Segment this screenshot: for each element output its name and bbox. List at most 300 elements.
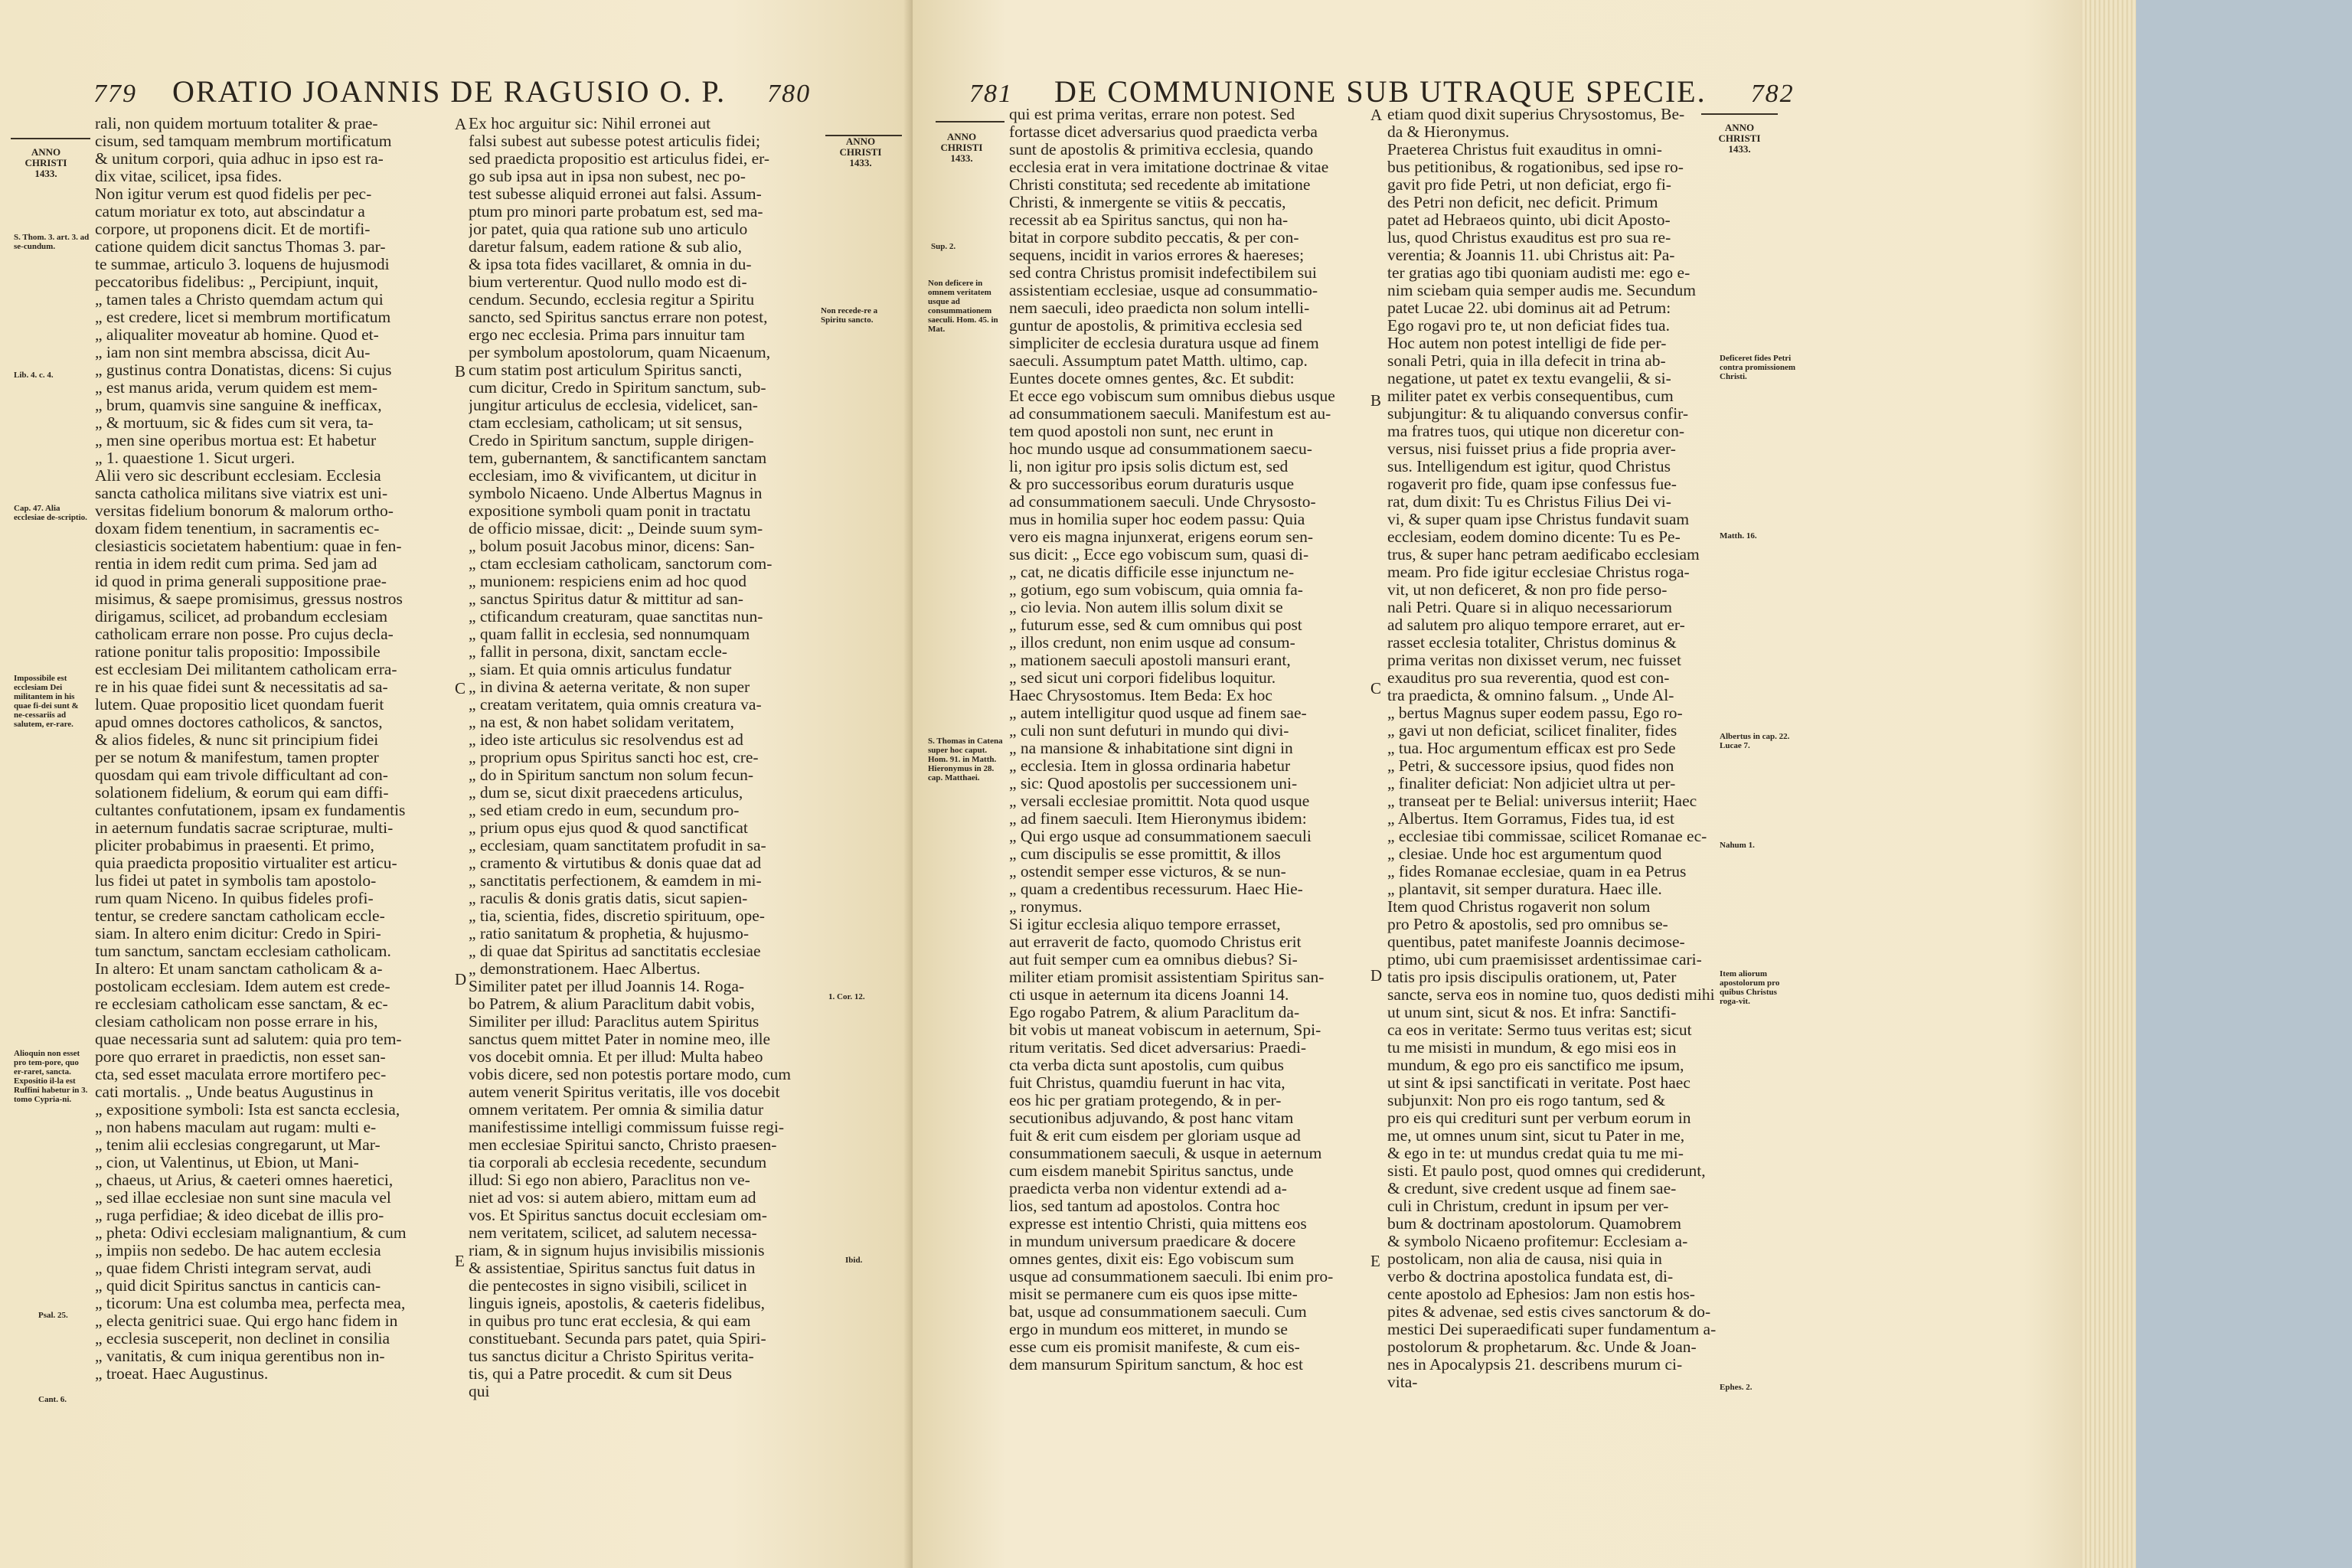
text-line: pites & advenae, sed estis cives sanctorum & do- — [1387, 1303, 1711, 1321]
text-line: catholicam errare non posse. Pro cujus decla- — [95, 626, 394, 643]
text-line: „ tenim alii ecclesias congregarunt, ut Mar- — [95, 1136, 381, 1154]
text-line: cum dicitur, Credo in Spiritum sanctum, sub- — [469, 379, 766, 397]
margin-note: Deficeret fides Petri contra promissionem Christi. — [1720, 354, 1796, 381]
text-line: tia corporali ab ecclesia recedente, secundum — [469, 1154, 767, 1171]
text-line: niet ad vos: si autem abiero, mittam eum ad — [469, 1189, 756, 1207]
text-line: Hoc autem non potest intelligi de fide per- — [1387, 335, 1667, 352]
text-line: „ Albertus. Item Gorramus, Fides tua, id est — [1387, 810, 1674, 828]
text-line: „ culi non sunt defuturi in mundo qui divi- — [1009, 722, 1289, 740]
text-line: nem veritatem, scilicet, ad salutem necessa- — [469, 1224, 757, 1242]
text-line: „ ctificandum creaturam, quae sanctitas nun- — [469, 608, 763, 626]
text-line: „ creatam veritatem, quia omnis creatura va- — [469, 696, 762, 714]
text-line: Ex hoc arguitur sic: Nihil erronei aut — [469, 115, 711, 132]
page-number-780: 780 — [767, 80, 812, 108]
anno-christi-left: ANNO CHRISTI 1433. — [24, 146, 67, 179]
text-line: quosdam qui eam trivole difficultant ad con- — [95, 766, 388, 784]
text-line: ctam ecclesiam, catholicam; ut sit sensus, — [469, 414, 743, 432]
text-line: nim sciebam quia semper audis me. Secundum — [1387, 282, 1697, 299]
text-line: ad consummationem saeculi. Unde Chrysosto- — [1009, 493, 1316, 511]
text-line: „ non habens maculam aut rugam: multi e- — [95, 1119, 377, 1136]
text-line: ad salutem pro aliquo tempore erraret, aut er- — [1387, 616, 1685, 634]
text-line: culi in Christum, credunt in ipsum per ver- — [1387, 1197, 1669, 1215]
left-column-1 — [95, 115, 453, 1383]
text-line: negatione, ut patet ex textu evangelii, & si- — [1387, 370, 1671, 387]
text-line: lios, sed tantum ad apostolos. Contra hoc — [1009, 1197, 1280, 1215]
left-column-2 — [469, 115, 818, 1400]
left-page-header — [93, 74, 811, 109]
text-line: „ munionem: respiciens enim ad hoc quod — [469, 573, 747, 590]
text-line: „ bertus Magnus super eodem passu, Ego ro- — [1387, 704, 1683, 722]
text-line: Haec Chrysostomus. Item Beda: Ex hoc — [1009, 687, 1272, 704]
text-line: vero eis magna injunxerat, erigens eorum sen- — [1009, 528, 1314, 546]
text-line: secutionibus adjuvando, & post hanc vitam — [1009, 1109, 1294, 1127]
text-line: rogaverit pro fide, quam ipse confessus fue- — [1387, 475, 1677, 493]
text-line: Item quod Christus rogaverit non solum — [1387, 898, 1651, 916]
text-line: „ raculis & donis gratis datis, sicut sapien- — [469, 890, 748, 907]
text-line: „ versali ecclesiae promittit. Nota quod usque — [1009, 792, 1310, 810]
text-line: omnem veritatem. Per omnia & similia datur — [469, 1101, 764, 1119]
page-number-781: 781 — [969, 80, 1013, 108]
text-line: sancto, sed Spiritus sanctus errare non potest, — [469, 309, 768, 326]
text-line: aut erraverit de facto, quomodo Christus erit — [1009, 933, 1302, 951]
text-line: „ ad finem saeculi. Item Hieronymus ibidem: — [1009, 810, 1307, 828]
text-line: omnes gentes, dixit eis: Ego vobiscum sum — [1009, 1250, 1295, 1268]
text-line: bitat in corpore subdito peccatis, & per con- — [1009, 229, 1299, 247]
text-line: trus, & super hanc petram aedificabo ecclesiam — [1387, 546, 1700, 564]
text-line: „ gotium, ego sum vobiscum, quia omnia fa- — [1009, 581, 1303, 599]
text-line: linguis igneis, apostolis, & caeteris fidelibus, — [469, 1295, 765, 1312]
text-line: „ ruga perfidiae; & ideo dicebat de illis pro- — [95, 1207, 384, 1224]
text-line: „ expositione symboli: Ista est sancta ecclesia, — [95, 1101, 400, 1119]
text-line: „ sanctus Spiritus datur & mittitur ad san- — [469, 590, 743, 608]
margin-note: Psal. 25. — [38, 1311, 68, 1320]
text-line: & alios fideles, & nunc sit principium fidei — [95, 731, 379, 749]
text-line: tum sanctum, sanctam ecclesiam catholicam. — [95, 942, 391, 960]
text-line: tis, qui a Patre procedit. & cum sit Deus — [469, 1365, 732, 1383]
right-column-2 — [1387, 106, 1717, 1391]
text-line: mus in homilia super hoc eodem passu: Quia — [1009, 511, 1305, 528]
text-line: catum moriatur ex toto, aut abscindatur a — [95, 203, 365, 220]
text-line: etiam quod dixit superius Chrysostomus, Be- — [1387, 106, 1685, 123]
text-line: „ & mortuum, sic & fides cum sit vera, ta- — [95, 414, 374, 432]
text-line: Praeterea Christus fuit exauditus in omni- — [1387, 141, 1662, 158]
text-line: „ quid dicit Spiritus sanctus in canticis can- — [95, 1277, 381, 1295]
text-line: „ men sine operibus mortua est: Et habetur — [95, 432, 377, 449]
text-line: Si igitur ecclesia aliquo tempore errasset, — [1009, 916, 1281, 933]
text-line: Euntes docete omnes gentes, &c. Et subdit: — [1009, 370, 1295, 387]
text-line: catione quidem dicit sanctus Thomas 3. par- — [95, 238, 386, 256]
text-line: patet Lucae 22. ubi dominus ait ad Petrum: — [1387, 299, 1671, 317]
text-line: quae necessaria sunt ad salutem: quia pro tem- — [95, 1031, 402, 1048]
text-line: versus, nisi fuisset prius a fide propria aver- — [1387, 440, 1676, 458]
text-line: „ gustinus contra Donatistas, dicens: Si cujus — [95, 361, 392, 379]
text-line: Non igitur verum est quod fidelis per pec- — [95, 185, 372, 203]
text-line: cti usque in aeternum ita dicens Joanni 14. — [1009, 986, 1289, 1004]
text-line: Alii vero sic describunt ecclesiam. Ecclesia — [95, 467, 381, 485]
text-line: In altero: Et unam sanctam catholicam & a- — [95, 960, 383, 978]
margin-note: S. Thomas in Catena super hoc caput. Hom. 91. in Matth. Hieronymus in 28. cap. Matthaei. — [928, 737, 1003, 782]
text-line: „ aliqualiter moveatur ab homine. Quod et- — [95, 326, 379, 344]
text-line: „ sed sicut uni corpori fidelibus loquitur. — [1009, 669, 1276, 687]
text-line: cati mortalis. „ Unde beatus Augustinus in — [95, 1083, 374, 1101]
text-line: „ finaliter deficiat: Non adjiciet ultra ut per- — [1387, 775, 1676, 792]
text-line: quia praedicta propositio virtualiter est articu- — [95, 854, 397, 872]
section-letter: C — [1370, 679, 1382, 697]
text-line: sed contra Christus promisit indefectibilem sui — [1009, 264, 1317, 282]
text-line: tem, gubernantem, & sanctificantem sanctam — [469, 449, 767, 467]
text-line: prima veritas non dixisset verum, nec fuisset — [1387, 652, 1681, 669]
text-line: eos hic per gratiam protegendo, & in per- — [1009, 1092, 1282, 1109]
text-line: „ cat, ne dicatis difficile esse injunctum ne- — [1009, 564, 1295, 581]
text-line: nes in Apocalypsis 21. describens murum ci- — [1387, 1356, 1683, 1374]
text-line: „ proprium opus Spiritus sancti hoc est, cre- — [469, 749, 759, 766]
text-line: bat, usque ad consummationem saeculi. Cum — [1009, 1303, 1307, 1321]
text-line: jungitur articulus de ecclesia, videlicet, san- — [469, 397, 758, 414]
header-rule-left — [11, 138, 90, 139]
text-line: ecclesiam, imo & vivificantem, ut dicitur in — [469, 467, 757, 485]
text-line: ut sint & ipsi sanctificati in veritate. Post haec — [1387, 1074, 1690, 1092]
margin-note: Matth. 16. — [1720, 531, 1757, 541]
text-line: tentur, se credere sanctam catholicam eccle- — [95, 907, 385, 925]
text-line: „ troeat. Haec Augustinus. — [95, 1365, 269, 1383]
text-line: dirigamus, scilicet, ad probandum ecclesiam — [95, 608, 388, 626]
section-letter: B — [455, 362, 466, 381]
text-line: riam, & in signum hujus invisibilis missionis — [469, 1242, 765, 1259]
text-line: manifestissime intelligi commissum fuisse regi- — [469, 1119, 785, 1136]
text-line: Christi constituta; sed recedente ab imitatione — [1009, 176, 1311, 194]
text-line: postolicam ecclesiam. Idem autem est crede- — [95, 978, 390, 995]
text-line: mundum, & ego pro eis sanctifico me ipsum, — [1387, 1057, 1684, 1074]
text-line: ergo in mundum eos mitteret, in mundo se — [1009, 1321, 1288, 1338]
margin-note: Lib. 4. c. 4. — [14, 371, 54, 380]
anno-christi-left-2: ANNO CHRISTI 1433. — [839, 136, 882, 168]
text-line: „ ecclesiam, quam sanctitatem profudit in sa- — [469, 837, 766, 854]
text-line: „ brum, quamvis sine sanguine & inefficax, — [95, 397, 382, 414]
margin-note: Cant. 6. — [38, 1395, 67, 1404]
text-line: „ tua. Hoc argumentum efficax est pro Sede — [1387, 740, 1676, 757]
text-line: Ego rogavi pro te, ut non deficiat fides tua. — [1387, 317, 1670, 335]
text-line: „ tamen tales a Christo quemdam actum qui — [95, 291, 384, 309]
text-line: assistentiam ecclesiae, usque ad consummatio- — [1009, 282, 1318, 299]
text-line: lutem. Quae propositio licet quondam fuerit — [95, 696, 384, 714]
text-line: men ecclesiae Spiritui sancto, Christo praesen- — [469, 1136, 777, 1154]
text-line: tus sanctus dicitur a Christo Spiritus verita- — [469, 1348, 754, 1365]
left-page — [0, 0, 913, 1568]
text-line: & credunt, sive credent usque ad finem sae- — [1387, 1180, 1677, 1197]
text-line: ma fratres tuos, qui utique non diceretur con- — [1387, 423, 1685, 440]
text-line: „ pheta: Odivi ecclesiam malignantium, & cum — [95, 1224, 407, 1242]
text-line: tem quod apostoli non sunt, nec erunt in — [1009, 423, 1274, 440]
text-line: nali Petri. Quare si in aliquo necessariorum — [1387, 599, 1672, 616]
text-line: versitas fidelium bonorum & malorum ortho- — [95, 502, 394, 520]
text-line: „ do in Spiritum sanctum non solum fecun- — [469, 766, 754, 784]
margin-note: Ephes. 2. — [1720, 1383, 1753, 1392]
text-line: ratione ponitur talis propositio: Impossibile — [95, 643, 381, 661]
section-letter: E — [455, 1252, 465, 1270]
text-line: gavit pro fide Petri, ut non deficiat, ergo fi- — [1387, 176, 1671, 194]
text-line: hoc mundo usque ad consummationem saecu- — [1009, 440, 1312, 458]
page-number-782: 782 — [1750, 80, 1795, 108]
text-line: fortasse dicet adversarius quod praedicta verba — [1009, 123, 1318, 141]
right-page-header — [969, 74, 1795, 109]
text-line: simpliciter de ecclesia duratura usque ad finem — [1009, 335, 1319, 352]
section-letter: D — [1370, 966, 1383, 985]
section-letter: C — [455, 679, 466, 697]
text-line: Similiter patet per illud Joannis 14. Roga- — [469, 978, 745, 995]
text-line: „ ecclesiae tibi commissae, scilicet Romanae ec- — [1387, 828, 1707, 845]
text-line: qui est prima veritas, errare non potest. Sed — [1009, 106, 1295, 123]
margin-note: Alioquin non esset pro tem-pore, quo er-raret, sancta. Expositio il-la est Ruffini habetur in 3. tomo Cypria-ni. — [14, 1049, 88, 1104]
text-line: „ iam non sint membra abscissa, dicit Au- — [95, 344, 371, 361]
header-rule-right — [936, 121, 1004, 122]
text-line: sancte, serva eos in nomine tuo, quos dedisti mihi — [1387, 986, 1715, 1004]
anno-christi-right: ANNO CHRISTI 1433. — [940, 131, 983, 164]
text-line: autem venerit Spiritus veritatis, ille vos docebit — [469, 1083, 780, 1101]
text-line: sed praedicta propositio est articulus fidei, er- — [469, 150, 770, 168]
page-number-779: 779 — [93, 80, 137, 108]
text-line: „ chaeus, ut Arius, & caeteri omnes haeretici, — [95, 1171, 394, 1189]
text-line: quentibus, patet manifeste Joannis decimose- — [1387, 933, 1685, 951]
text-line: & pro successoribus eorum duraturis usque — [1009, 475, 1294, 493]
text-line: ut unum sint, sicut & nos. Et infra: Sanctifi- — [1387, 1004, 1677, 1021]
text-line: praedicta verba non videntur extendi ad a- — [1009, 1180, 1287, 1197]
text-line: daretur falsum, eadem ratione & sub alio, — [469, 238, 743, 256]
margin-note: Non deficere in omnem veritatem usque ad consummationem saeculi. Hom. 45. in Mat. — [928, 279, 998, 334]
text-line: clesiam catholicam non posse errare in his, — [95, 1013, 378, 1031]
text-line: re in his quae fidei sunt & necessitatis ad sa- — [95, 678, 388, 696]
margin-note: Impossibile est ecclesiam Dei militantem in his quae fi-dei sunt & ne-cessariis ad salutem, er-rare. — [14, 674, 79, 729]
text-line: ter gratias ago tibi quoniam audisti me: ego e- — [1387, 264, 1690, 282]
text-line: rat, dum dixit: Tu es Christus Filius Dei vi- — [1387, 493, 1671, 511]
text-line: test subesse aliquid erronei aut falsi. Assum- — [469, 185, 762, 203]
text-line: „ ctam ecclesiam catholicam, sanctorum com- — [469, 555, 773, 573]
text-line: guntur de apostolis, & primitiva ecclesia sed — [1009, 317, 1302, 335]
margin-note: Item aliorum apostolorum pro quibus Christus roga-vit. — [1720, 969, 1780, 1006]
text-line: esse cum eis promisit manifeste, & cum eis- — [1009, 1338, 1300, 1356]
text-line: in quibus pro tunc erat ecclesia, & qui eam — [469, 1312, 751, 1330]
text-line: ad consummationem saeculi. Manifestum est au- — [1009, 405, 1331, 423]
text-line: „ sed etiam credo in eum, secundum pro- — [469, 802, 740, 819]
text-line: pro Petro & apostolis, sed pro omnibus se- — [1387, 916, 1668, 933]
text-line: verbo & doctrina apostolica fundata est, di- — [1387, 1268, 1674, 1285]
text-line: id quod in prima generali suppositione prae- — [95, 573, 387, 590]
margin-note: Ibid. — [845, 1256, 863, 1265]
text-line: expresse est intentio Christi, quia mittens eos — [1009, 1215, 1307, 1233]
text-line: „ Petri, & successore ipsius, quod fides non — [1387, 757, 1674, 775]
text-line: „ na est, & non habet solidam veritatem, — [469, 714, 734, 731]
section-letter: E — [1370, 1252, 1380, 1270]
text-line: subjunxit: Non pro eis rogo tantum, sed & — [1387, 1092, 1666, 1109]
backdrop — [2136, 0, 2352, 1568]
text-line: „ quae fidem Christi integram servat, audi — [95, 1259, 372, 1277]
text-line: ergo nec ecclesia. Prima pars innuitur tam — [469, 326, 745, 344]
text-line: postolicam, non alia de causa, nisi quia in — [1387, 1250, 1662, 1268]
text-line: „ vanitatis, & cum iniqua gerentibus non in- — [95, 1348, 385, 1365]
text-line: „ na mansione & inhabitatione sint digni in — [1009, 740, 1293, 757]
text-line: „ in divina & aeterna veritate, & non super — [469, 678, 750, 696]
text-line: recessit ab ea Spiritus sanctus, qui non ha- — [1009, 211, 1289, 229]
text-line: exauditus pro sua reverentia, quod est con- — [1387, 669, 1670, 687]
section-letter: B — [1370, 391, 1382, 410]
text-line: Similiter per illud: Paraclitus autem Spiritus — [469, 1013, 760, 1031]
text-line: „ plantavit, sit semper duratura. Haec ille. — [1387, 880, 1662, 898]
text-line: in mundum universum praedicare & docere — [1009, 1233, 1296, 1250]
section-letter: A — [1370, 106, 1383, 124]
text-line: est ecclesiam Dei militantem catholicam erra- — [95, 661, 397, 678]
text-line: subjungitur: & tu aliquando conversus confir- — [1387, 405, 1689, 423]
text-line: cta, sed esset maculata errore mortifero pec- — [95, 1066, 387, 1083]
text-line: peccatoribus fidelibus: „ Percipiunt, inquit, — [95, 273, 379, 291]
text-line: „ electa genitrici suae. Qui ergo hanc fidem in — [95, 1312, 398, 1330]
text-line: vi, & super quam ipse Christus fundavit suam — [1387, 511, 1690, 528]
text-line: die pentecostes in signo visibili, scilicet in — [469, 1277, 747, 1295]
text-line: „ impiis non sedebo. De hac autem ecclesia — [95, 1242, 381, 1259]
text-line: ecclesia erat in vera imitatione doctrinae & vitae — [1009, 158, 1329, 176]
text-line: & unitum corpori, quia adhuc in ipso est ra- — [95, 150, 384, 168]
text-line: expositione symboli quam ponit in tractatu — [469, 502, 751, 520]
text-line: „ clesiae. Unde hoc est argumentum quod — [1387, 845, 1662, 863]
text-line: ritum veritatis. Sed dicet adversarius: Praedi- — [1009, 1039, 1307, 1057]
text-line: pro eis qui credituri sunt per verbum eorum in — [1387, 1109, 1691, 1127]
text-line: de officio missae, dicit: „ Deinde suum sym- — [469, 520, 763, 537]
text-line: „ ecclesia susceperit, non declinet in consilia — [95, 1330, 390, 1348]
text-line: bium verterentur. Quod nullo modo est di- — [469, 273, 747, 291]
text-line: doxam fidem tenentium, in sacramentis ec- — [95, 520, 380, 537]
text-line: patet ad Hebraeos quinto, ubi dicit Aposto- — [1387, 211, 1671, 229]
margin-note: Albertus in cap. 22. Lucae 7. — [1720, 732, 1790, 750]
margin-note: 1. Cor. 12. — [828, 992, 865, 1001]
text-line: me, ut omnes unum sint, sicut tu Pater in me, — [1387, 1127, 1685, 1145]
text-line: Credo in Spiritum sanctum, supple dirigen- — [469, 432, 754, 449]
text-line: dix vitae, scilicet, ipsa fides. — [95, 168, 283, 185]
text-line: „ Qui ergo usque ad consummationem saeculi — [1009, 828, 1312, 845]
text-line: clesiasticis societatem habentium: quae in fen- — [95, 537, 402, 555]
text-line: saeculi. Assumptum patet Matth. ultimo, cap. — [1009, 352, 1308, 370]
text-line: „ sanctitatis perfectionem, & eamdem in mi- — [469, 872, 762, 890]
text-line: li, non igitur pro ipsis solis dictum est, sed — [1009, 458, 1289, 475]
text-line: ptimo, ubi cum praemisisset ardentissimae cari- — [1387, 951, 1702, 969]
text-line: & ego in te: ut mundus credat quia tu me mi- — [1387, 1145, 1684, 1162]
text-line: bit vobis ut maneat vobiscum in aeternum, Spi- — [1009, 1021, 1321, 1039]
text-line: nem saeculi, ideo praedicta non solum intelli- — [1009, 299, 1310, 317]
text-line: Et ecce ego vobiscum sum omnibus diebus usque — [1009, 387, 1335, 405]
text-line: consummationem saeculi, & usque in aeternum — [1009, 1145, 1322, 1162]
text-line: & ipsa tota fides vacillaret, & omnia in du- — [469, 256, 752, 273]
text-line: per se notum & manifestum, tamen propter — [95, 749, 379, 766]
text-line: „ tia, scientia, fides, discretio spirituum, ope- — [469, 907, 765, 925]
text-line: „ prium opus ejus quod & quod sanctificat — [469, 819, 748, 837]
text-line: falsi subest aut subesse potest articulis fidei; — [469, 132, 760, 150]
text-line: corpore, ut proponens dicit. Et de mortifi- — [95, 220, 371, 238]
text-line: lus, quod Christus exauditus est pro sua re- — [1387, 229, 1671, 247]
text-line: symbolo Nicaeno. Unde Albertus Magnus in — [469, 485, 763, 502]
text-line: „ di quae dat Spiritus ad sanctitatis ecclesiae — [469, 942, 761, 960]
text-line: „ gavi ut non deficiat, scilicet finaliter, fides — [1387, 722, 1677, 740]
section-letter: A — [455, 115, 467, 133]
section-letter: D — [455, 970, 467, 988]
text-line: & assistentiae, Spiritus sanctus fuit datus in — [469, 1259, 756, 1277]
text-line: fuit & erit cum eisdem per gloriam usque ad — [1009, 1127, 1301, 1145]
text-line: postolorum & prophetarum. &c. Unde & Joan- — [1387, 1338, 1697, 1356]
text-line: Ego rogabo Patrem, & alium Paraclitum da- — [1009, 1004, 1300, 1021]
text-line: „ ronymus. — [1009, 898, 1083, 916]
margin-note: Cap. 47. Alia ecclesiae de-scriptio. — [14, 504, 87, 522]
text-line: „ demonstrationem. Haec Albertus. — [469, 960, 701, 978]
text-line: „ cio levia. Non autem illis solum dixit se — [1009, 599, 1283, 616]
text-line: „ illos credunt, non enim usque ad consum- — [1009, 634, 1295, 652]
margin-note: Nahum 1. — [1720, 841, 1755, 850]
text-line: ecclesiam, eodem domino dicente: Tu es Pe- — [1387, 528, 1681, 546]
text-line: „ est credere, licet si membrum mortificatum — [95, 309, 391, 326]
text-line: rentia in idem redit cum prima. Sed jam ad — [95, 555, 377, 573]
text-line: Christi, & inmergente se vitiis & peccatis, — [1009, 194, 1286, 211]
text-line: illud: Si ego non abiero, Paraclitus non ve- — [469, 1171, 750, 1189]
text-line: sus. Intelligendum est igitur, quod Christus — [1387, 458, 1671, 475]
text-line: misit se permanere cum eis quos ipse mitte- — [1009, 1285, 1298, 1303]
text-line: da & Hieronymus. — [1387, 123, 1510, 141]
text-line: „ cramento & virtutibus & donis quae dat ad — [469, 854, 762, 872]
text-line: militer patet ex verbis consequentibus, cum — [1387, 387, 1674, 405]
text-line: constituebant. Secunda pars patet, quia Spiri- — [469, 1330, 766, 1348]
text-line: sonali Petri, quia in illa defecit in trina ab- — [1387, 352, 1666, 370]
text-line: sancta catholica militans sive viatrix est uni- — [95, 485, 388, 502]
right-column-1 — [1009, 106, 1369, 1374]
text-line: solationem fidelium, & eorum qui eam diffi- — [95, 784, 389, 802]
text-line: vit, ut non deficeret, & non pro fide perso- — [1387, 581, 1668, 599]
text-line: „ quam a credentibus recessurum. Haec Hie- — [1009, 880, 1303, 898]
text-line: tu me misisti in mundum, & ego misi eos in — [1387, 1039, 1677, 1057]
text-line: vos docebit omnia. Et per illud: Multa habeo — [469, 1048, 763, 1066]
text-line: usque ad consummationem saeculi. Ibi enim pro- — [1009, 1268, 1334, 1285]
text-line: „ bolum posuit Jacobus minor, dicens: San- — [469, 537, 755, 555]
text-line: bo Patrem, & alium Paraclitum dabit vobis, — [469, 995, 755, 1013]
text-line: pore quo erraret in praedictis, non esset san- — [95, 1048, 386, 1066]
text-line: sus dicit: „ Ecce ego vobiscum sum, quasi di- — [1009, 546, 1309, 564]
text-line: aut fuit semper cum ea omnibus diebus? Si- — [1009, 951, 1298, 969]
page-edges — [2082, 0, 2136, 1568]
text-line: „ sed illae ecclesiae non sunt sine macula vel — [95, 1189, 391, 1207]
text-line: „ cion, ut Valentinus, ut Ebion, ut Mani- — [95, 1154, 359, 1171]
text-line: tra praedicta, & omnino falsum. „ Unde Al- — [1387, 687, 1674, 704]
text-line: rasset ecclesia totaliter, Christus dominus & — [1387, 634, 1677, 652]
text-line: cisum, sed tamquam membrum mortificatum — [95, 132, 392, 150]
running-title-left: ORATIO JOANNIS DE RAGUSIO O. P. — [172, 74, 727, 109]
text-line: „ autem intelligitur quod usque ad finem sae- — [1009, 704, 1307, 722]
text-line: sequens, incidit in varios errores & haereses; — [1009, 247, 1305, 264]
right-page — [913, 0, 2082, 1568]
text-line: dem mansurum Spiritum sanctum, & hoc est — [1009, 1356, 1303, 1374]
text-line: cendum. Secundo, ecclesia regitur a Spiritu — [469, 291, 755, 309]
text-line: „ fides Romanae ecclesiae, quam in ea Petrus — [1387, 863, 1687, 880]
text-line: pliciter probabimus in praesenti. Et primo, — [95, 837, 374, 854]
text-line: rali, non quidem mortuum totaliter & prae- — [95, 115, 378, 132]
text-line: siam. In altero enim dicitur: Credo in Spiri- — [95, 925, 381, 942]
text-line: vita- — [1387, 1374, 1418, 1391]
text-line: misimus, & saepe promisimus, gressus nostros — [95, 590, 403, 608]
text-line: rum quam Niceno. In quibus fideles profi- — [95, 890, 374, 907]
text-line: „ ideo iste articulus sic resolvendus est ad — [469, 731, 743, 749]
text-line: sisti. Et paulo post, quod omnes qui crediderunt, — [1387, 1162, 1706, 1180]
margin-note: S. Thom. 3. art. 3. ad se-cundum. — [14, 233, 90, 251]
text-line: „ mationem saeculi apostoli mansuri erant, — [1009, 652, 1291, 669]
text-line: ca eos in veritate: Sermo tuus veritas est; sicut — [1387, 1021, 1692, 1039]
text-line: cultantes confutationem, ipsam ex fundamentis — [95, 802, 406, 819]
text-line: des Petri non deficit, nec deficit. Primum — [1387, 194, 1658, 211]
text-line: „ futurum esse, sed & cum omnibus qui post — [1009, 616, 1302, 634]
text-line: „ 1. quaestione 1. Sicut urgeri. — [95, 449, 296, 467]
text-line: verentia; & Joannis 11. ubi Christus ait: Pa- — [1387, 247, 1675, 264]
text-line: sunt de apostolis & primitiva ecclesia, quando — [1009, 141, 1314, 158]
